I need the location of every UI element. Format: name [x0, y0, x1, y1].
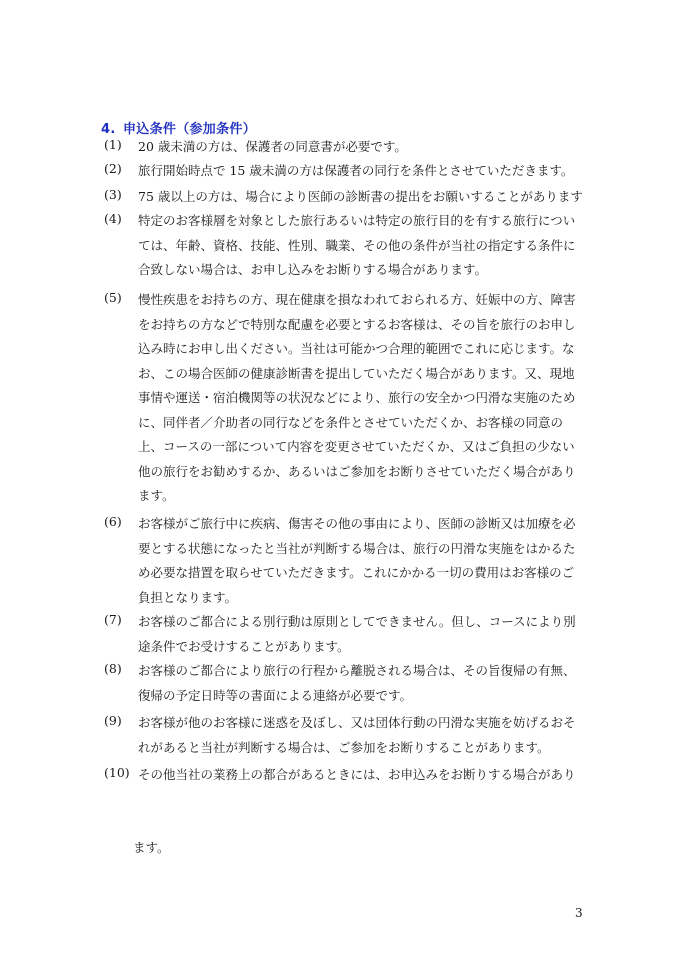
item-text-line: 慢性疾患をお持ちの方、現在健康を損なわれておられる方、妊娠中の方、障害	[138, 292, 576, 307]
item-text-line: 上、コースの一部について内容を変更させていただくか、又はご負担の少ない	[138, 439, 575, 454]
item-text-line: お、この場合医師の健康診断書を提出していただく場合があります。又、現地	[138, 365, 575, 381]
item-text-line: お客様のご都合による別行動は原則としてできません。但し、コースにより別	[138, 614, 576, 629]
section-number: 4.	[101, 122, 116, 137]
item-text-line: 合致しない場合は、お申し込みをお断りする場合があります。	[138, 262, 488, 277]
item-text-line: その他当社の業務上の都合があるときには、お申込みをお断りする場合があり	[138, 767, 576, 782]
continuation-text: ます。	[133, 840, 170, 855]
item-text-line: 負担となります。	[138, 589, 238, 605]
item-number: (7)	[104, 612, 122, 627]
item-text-line: に、同伴者／介助者の同行などを条件とさせていただくか、お客様の同意の	[138, 414, 564, 430]
item-text-line: 75 歳以上の方は、場合により医師の診断書の提出をお願いすることがあります	[138, 189, 583, 204]
item-text-line: ます。	[138, 488, 175, 503]
item-text-line: 特定のお客様層を対象とした旅行あるいは特定の旅行目的を有する旅行につい	[138, 213, 576, 228]
item-text-line: 復帰の予定日時等の書面による連絡が必要です。	[138, 687, 413, 703]
item-number: (9)	[104, 713, 122, 728]
section-title: 申込条件（参加条件）	[123, 122, 257, 137]
page-number: 3	[575, 906, 583, 920]
item-text-line: お客様がご旅行中に疾病、傷害その他の事由により、医師の診断又は加療を必	[138, 516, 576, 531]
item-text-line: 旅行開始時点で 15 歳未満の方は保護者の同行を条件とさせていただきます。	[138, 163, 574, 178]
item-text-line: お客様が他のお客様に迷惑を及ぼし、又は団体行動の円滑な実施を妨げるおそ	[138, 715, 576, 730]
item-text-line: 要とする状態になったと当社が判断する場合は、旅行の円滑な実施をはかるた	[138, 540, 576, 556]
item-text-line: 込み時にお申し出ください。当社は可能かつ合理的範囲でこれに応じます。な	[138, 341, 575, 356]
item-number: (3)	[104, 187, 122, 202]
item-number: (1)	[104, 137, 122, 152]
item-text-line: 20 歳未満の方は、保護者の同意書が必要です。	[138, 139, 407, 154]
item-text-line: め必要な措置を取らせていただきます。これにかかる一切の費用はお客様のご	[138, 565, 575, 580]
item-text-line: 他の旅行をお勧めするか、あるいはご参加をお断りさせていただく場合があり	[138, 463, 576, 479]
section-heading	[101, 118, 256, 137]
item-number: (8)	[104, 661, 122, 676]
item-number: (4)	[104, 211, 122, 226]
item-number: (5)	[104, 290, 122, 305]
item-text-line: をお持ちの方などで特別な配慮を必要とするお客様は、その旨を旅行のお申し	[138, 316, 576, 332]
item-text-line: お客様のご都合により旅行の行程から離脱される場合は、その旨復帰の有無、	[138, 663, 576, 678]
item-text-line: れがあると当社が判断する場合は、ご参加をお断りすることがあります。	[138, 739, 550, 755]
item-number: (10)	[104, 765, 130, 780]
item-text-line: 事情や運送・宿泊機関等の状況などにより、旅行の安全かつ円滑な実施のため	[138, 390, 576, 405]
item-text-line: ては、年齢、資格、技能、性別、職業、その他の条件が当社の指定する条件に	[138, 237, 576, 253]
item-number: (2)	[104, 161, 122, 176]
item-number: (6)	[104, 514, 122, 529]
item-text-line: 途条件でお受けすることがあります。	[138, 638, 350, 654]
